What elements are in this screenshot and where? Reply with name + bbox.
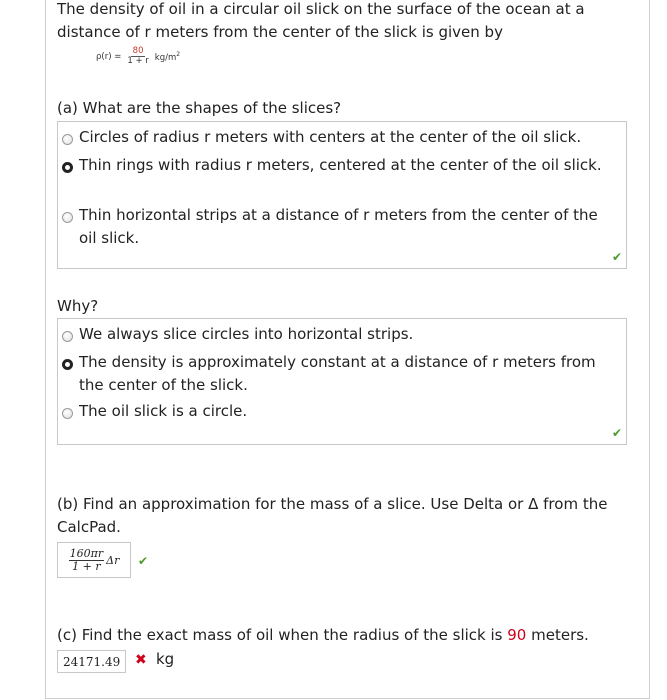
formula-denominator: 1 + r bbox=[127, 56, 149, 66]
option-text: Thin rings with radius r meters, centered at the center of the oil slick. bbox=[79, 156, 602, 174]
part-a-question: (a) What are the shapes of the slices? bbox=[57, 99, 342, 117]
why-question: Why? bbox=[57, 297, 99, 315]
density-formula bbox=[96, 47, 180, 66]
answer-numerator: 160πr bbox=[69, 546, 104, 560]
answer-fraction bbox=[69, 548, 104, 573]
option-text: The density is approximately constant at a distance of r meters from the center of the slick. bbox=[79, 353, 596, 394]
option-text: Thin horizontal strips at a distance of r meters from the center of the oil slick. bbox=[79, 206, 598, 247]
correct-check-icon: ✔ bbox=[611, 250, 622, 264]
formula-numerator: 80 bbox=[132, 46, 144, 56]
radio-button[interactable] bbox=[62, 331, 73, 342]
formula-unit: $kg/m^2$ bbox=[154, 50, 181, 63]
part-c-unit: kg bbox=[156, 650, 175, 668]
problem-intro: The density of oil in a circular oil slick on the surface of the ocean at a distance of r meters from the center of the slick is given by bbox=[57, 0, 585, 41]
radius-value: 90 bbox=[507, 626, 527, 644]
answer-suffix: Δr bbox=[106, 553, 120, 567]
correct-check-icon: ✔ bbox=[611, 426, 622, 440]
part-c-answer-field[interactable]: 24171.49 bbox=[57, 650, 126, 673]
why-choices bbox=[57, 318, 627, 445]
option-text: We always slice circles into horizontal strips. bbox=[79, 325, 414, 343]
radio-button[interactable] bbox=[62, 134, 73, 145]
radio-button-selected[interactable] bbox=[62, 359, 73, 370]
correct-check-icon: ✔ bbox=[138, 554, 149, 568]
part-c-question: (c) Find the exact mass of oil when the radius of the slick is 90 meters. bbox=[57, 626, 589, 644]
radio-button[interactable] bbox=[62, 408, 73, 419]
formula-fraction bbox=[125, 47, 150, 66]
incorrect-x-icon: ✖ bbox=[135, 652, 147, 668]
part-b-answer-field[interactable] bbox=[57, 542, 131, 578]
answer-denominator: 1 + r bbox=[72, 559, 101, 573]
option-text: Circles of radius r meters with centers at the center of the oil slick. bbox=[79, 128, 582, 146]
option-text: The oil slick is a circle. bbox=[79, 402, 248, 420]
formula-lhs: ρ(r) = bbox=[96, 51, 122, 62]
part-b-question: (b) Find an approximation for the mass of a slice. Use Delta or Δ from the CalcPad. bbox=[57, 495, 608, 536]
radio-button[interactable] bbox=[62, 212, 73, 223]
radio-button-selected[interactable] bbox=[62, 162, 73, 173]
part-a-choices bbox=[57, 121, 627, 269]
